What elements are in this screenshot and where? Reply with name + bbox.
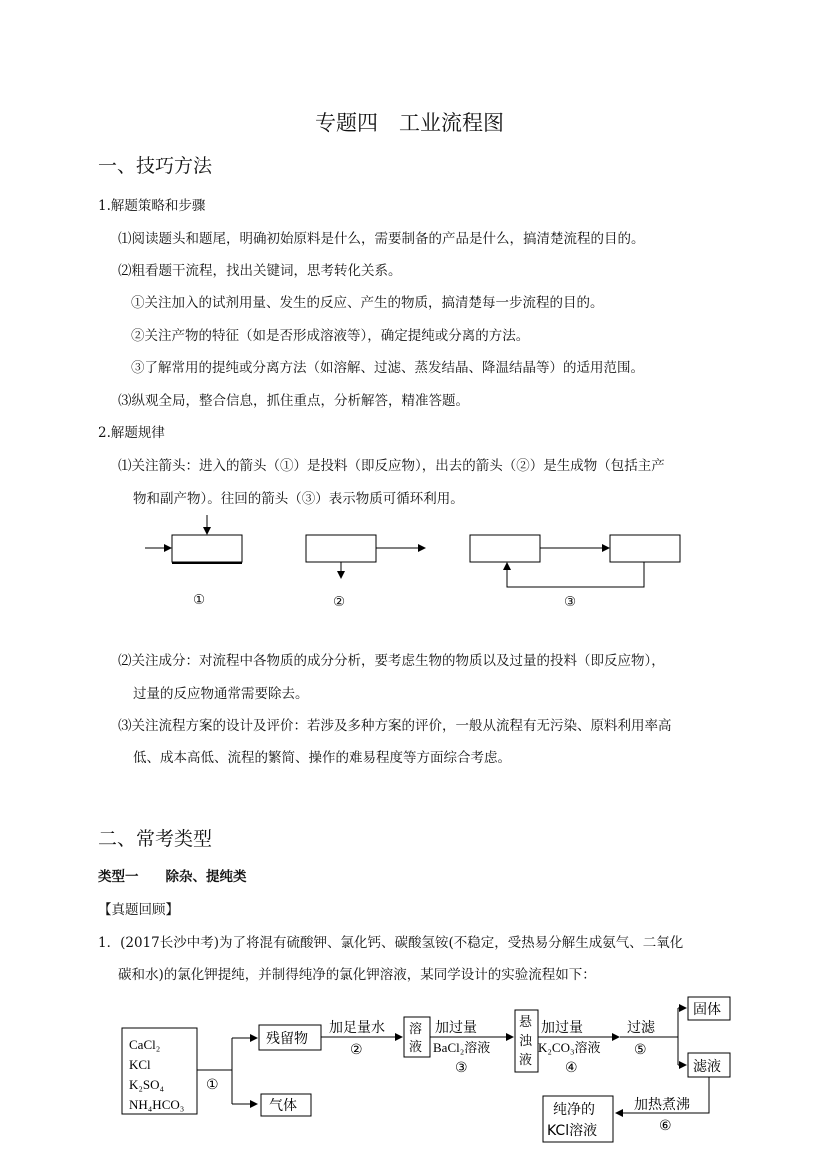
step-3-label: ③ [455, 1060, 468, 1076]
strategy-step-2b: ②关注产物的特征（如是否形成溶液等），确定提纯或分离的方法。 [131, 328, 530, 344]
rule-1-line-1: ⑴关注箭头：进入的箭头（①）是投料（即反应物），出去的箭头（②）是生成物（包括主产 [118, 458, 665, 474]
start-item-nh4hco3: NH₄HCO₃ [129, 1097, 185, 1112]
rule-3-line-1: ⑶关注流程方案的设计及评价：若涉及多种方案的评价，一般从流程有无污染、原料利用率高 [118, 718, 672, 734]
gas-label: 气体 [269, 1098, 297, 1114]
solution-char-2: 液 [409, 1040, 423, 1055]
start-item-cacl2: CaCl₂ [129, 1037, 161, 1052]
recycle-arrow-diagram [470, 535, 680, 587]
rule-3-line-2: 低、成本高低、流程的繁简、操作的难易程度等方面综合考虑。 [133, 750, 511, 766]
outgoing-arrow-diagram [306, 535, 426, 579]
arrow-types-diagram [130, 510, 700, 620]
question-1-line-2: 碳和水)的氯化钾提纯，并制得纯净的氯化钾溶液，某同学设计的实验流程如下： [118, 967, 596, 983]
strategy-step-2: ⑵粗看题干流程，找出关键词，思考转化关系。 [118, 263, 402, 279]
k2co3-label: K₂CO₃溶液 [538, 1040, 601, 1055]
strategy-step-2c: ③了解常用的提纯或分离方法（如溶解、过滤、蒸发结晶、降温结晶等）的适用范围。 [131, 360, 644, 376]
filtrate-label: 滤液 [693, 1059, 721, 1075]
add-excess-2-label: 加过量 [541, 1020, 583, 1036]
solid-label: 固体 [693, 1002, 721, 1018]
process-box [172, 535, 242, 562]
section-heading-1: 一、技巧方法 [98, 155, 213, 177]
strategy-step-2a: ①关注加入的试剂用量、发生的反应、产生的物质，搞清楚每一步流程的目的。 [131, 295, 604, 311]
suspension-char-1: 悬 [519, 1015, 533, 1030]
boil-label: 加热煮沸 [634, 1097, 690, 1113]
step-1-label: ① [206, 1077, 219, 1093]
question-1-line-1: 1．(2017长沙中考)为了将混有硫酸钾、氯化钙、碳酸氢铵(不稳定，受热易分解生成氨气、二氧化 [98, 935, 684, 951]
residue-label: 残留物 [266, 1031, 308, 1047]
section-heading-2: 二、常考类型 [98, 828, 213, 850]
suspension-char-2: 浊 [519, 1034, 533, 1049]
solution-char-1: 溶 [409, 1022, 423, 1037]
process-box [610, 535, 680, 562]
rule-2-line-1: ⑵关注成分：对流程中各物质的成分分析，要考虑生物的物质以及过量的投料（即反应物）， [118, 653, 665, 669]
product-line-2: KCl溶液 [547, 1123, 598, 1139]
process-box [470, 535, 540, 562]
page-title: 专题四 工业流程图 [315, 111, 504, 135]
rule-1-line-2: 物和副产物）。往回的箭头（③）表示物质可循环利用。 [133, 491, 464, 507]
subheading-rules: 2.解题规律 [98, 425, 165, 441]
type-heading: 类型一 除杂、提纯类 [98, 869, 247, 885]
review-heading: 【真题回顾】 [98, 902, 179, 918]
strategy-step-1: ⑴阅读题头和题尾，明确初始原料是什么，需要制备的产品是什么，搞清楚流程的目的。 [118, 231, 645, 247]
arrow-label-3: ③ [564, 594, 577, 610]
suspension-char-3: 液 [519, 1053, 533, 1068]
filter-label: 过滤 [627, 1020, 655, 1036]
step-2-label: ② [350, 1042, 363, 1058]
strategy-step-3: ⑶纵观全局，整合信息，抓住重点，分析解答，精准答题。 [118, 393, 469, 409]
incoming-arrow-diagram [145, 515, 242, 563]
start-item-kcl: KCl [129, 1057, 151, 1072]
start-item-k2so4: K₂SO₄ [129, 1077, 165, 1092]
step-6-label: ⑥ [659, 1118, 672, 1134]
bacl2-label: BaCl₂溶液 [433, 1040, 491, 1055]
add-water-label: 加足量水 [329, 1020, 385, 1036]
rule-2-line-2: 过量的反应物通常需要除去。 [133, 686, 309, 702]
step-4-label: ④ [565, 1060, 578, 1076]
step-5-label: ⑤ [634, 1042, 647, 1058]
arrow-label-2: ② [333, 594, 346, 610]
arrow-label-1: ① [193, 592, 206, 608]
subheading-strategy: 1.解题策略和步骤 [98, 198, 206, 214]
product-line-1: 纯净的 [553, 1102, 595, 1118]
add-excess-label: 加过量 [435, 1020, 477, 1036]
flow-chart [115, 990, 745, 1150]
process-box [306, 535, 376, 562]
